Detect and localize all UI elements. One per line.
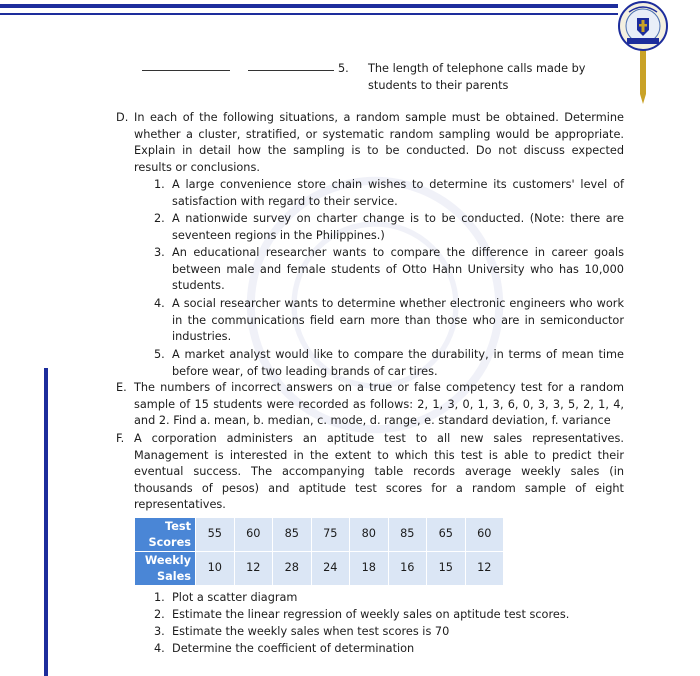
- task-text: Estimate the linear regression of weekly sales on aptitude test scores.: [172, 608, 570, 621]
- table-cell: 60: [465, 518, 504, 552]
- row-header-sales: Weekly Sales: [135, 552, 196, 586]
- table-cell: 85: [388, 518, 427, 552]
- section-e-text: The numbers of incorrect answers on a true or false competency test for a random sample of 15 students were recorded as follows: 2, 1, 3, 0, 1, 3, 6, 0, 3, 3, 5, 2, 1, 4, and 2. Find a. mean, b. median, c. mode, d. range, e. standard deviation, f. variance: [134, 381, 624, 428]
- task-number: 3.: [154, 625, 165, 638]
- d-item-text: A nationwide survey on charter change is to be conducted. (Note: there are seventeen regions in the Philippines.): [172, 212, 624, 242]
- item-text: The length of telephone calls made by students to their parents: [368, 62, 586, 92]
- table-cell: 75: [311, 518, 350, 552]
- d-item-number: 4.: [154, 297, 165, 310]
- answer-blank-2: [248, 70, 334, 71]
- table-cell: 12: [465, 552, 504, 586]
- d-item-number: 1.: [154, 178, 165, 191]
- item-number: 5.: [338, 62, 349, 75]
- table-cell: 85: [273, 518, 312, 552]
- d-item-number: 3.: [154, 246, 165, 259]
- table-cell: 60: [234, 518, 273, 552]
- d-item-text: A social researcher wants to determine whether electronic engineers who work in the communications field earn more than those who are in semiconductor industries.: [172, 297, 624, 344]
- table-cell: 10: [196, 552, 235, 586]
- task-text: Estimate the weekly sales when test scores is 70: [172, 625, 450, 638]
- table-cell: 15: [427, 552, 466, 586]
- section-d-instructions: In each of the following situations, a random sample must be obtained. Determine whether a cluster, stratified, or systematic random sampling would be appropriate. Explain in detail how the sampling is to be conducted. Do not discuss expected results or conclusions.: [134, 111, 624, 174]
- task-text: Determine the coefficient of determination: [172, 642, 415, 655]
- table-cell: 12: [234, 552, 273, 586]
- table-cell: 16: [388, 552, 427, 586]
- row-header-scores: Test Scores: [135, 518, 196, 552]
- section-letter-d: D.: [116, 111, 129, 124]
- table-row-scores: [135, 518, 504, 552]
- margin-bar: [44, 368, 48, 676]
- table-cell: 24: [311, 552, 350, 586]
- header-rule-thick: [0, 4, 618, 8]
- d-item-number: 5.: [154, 348, 165, 361]
- table-cell: 65: [427, 518, 466, 552]
- task-number: 4.: [154, 642, 165, 655]
- section-letter-e: E.: [116, 381, 127, 394]
- table-cell: 28: [273, 552, 312, 586]
- section-f-text: A corporation administers an aptitude test to all new sales representatives. Management is interested in the extent to which this test is able to predict their eventual success. The accompanying table records average weekly sales (in thousands of pesos) and aptitude test scores for a random sample of eight representatives.: [134, 432, 624, 512]
- table-cell: 55: [196, 518, 235, 552]
- task-number: 1.: [154, 591, 165, 604]
- table-row-sales: [135, 552, 504, 586]
- d-item-text: A market analyst would like to compare the durability, in terms of mean time before wear, of two leading brands of car tires.: [172, 348, 624, 378]
- data-table: [134, 517, 504, 586]
- task-text: Plot a scatter diagram: [172, 591, 298, 604]
- table-cell: 18: [350, 552, 389, 586]
- d-item-number: 2.: [154, 212, 165, 225]
- section-letter-f: F.: [116, 432, 125, 445]
- header-rule-thin: [0, 13, 618, 15]
- task-number: 2.: [154, 608, 165, 621]
- d-item-text: An educational researcher wants to compare the difference in career goals between male and female students of Otto Hahn University who has 10,000 students.: [172, 246, 624, 293]
- table-cell: 80: [350, 518, 389, 552]
- d-item-text: A large convenience store chain wishes to determine its customers' level of satisfaction with regard to their service.: [172, 178, 624, 208]
- answer-blank-1: [142, 70, 230, 71]
